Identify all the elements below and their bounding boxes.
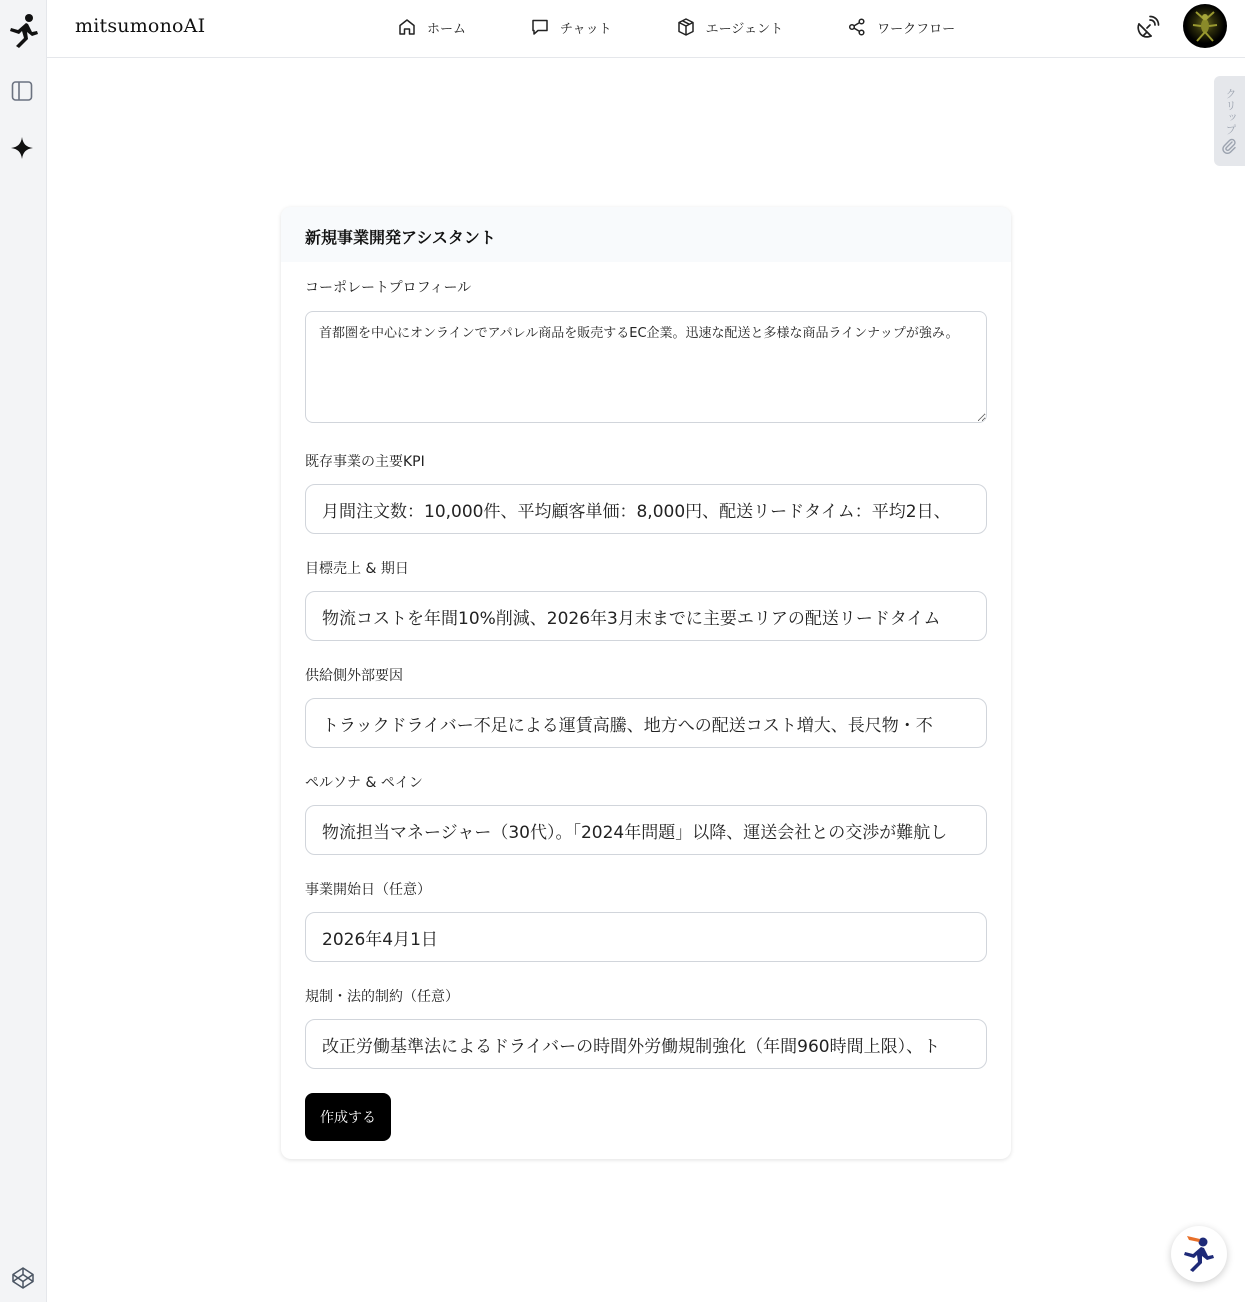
nav-label: ワークフロー xyxy=(877,21,956,37)
top-header xyxy=(47,0,1245,58)
kpi-input[interactable] xyxy=(305,484,987,534)
sidebar-toggle-icon[interactable] xyxy=(11,80,33,102)
field-label-corporate-profile: コーポレートプロフィール xyxy=(305,280,472,296)
share-nodes-icon xyxy=(847,17,867,37)
field-label-supply-factors: 供給側外部要因 xyxy=(305,668,403,684)
left-rail xyxy=(0,0,47,1302)
card-header xyxy=(281,207,1011,262)
cube-icon xyxy=(676,17,696,37)
assistant-form-card xyxy=(281,207,1011,1159)
nav-label: エージェント xyxy=(705,21,784,37)
field-label-persona-pain: ペルソナ & ペイン xyxy=(305,775,423,791)
supply-factors-input[interactable] xyxy=(305,698,987,748)
runner-logo-icon[interactable] xyxy=(6,12,40,50)
nav-item-home[interactable] xyxy=(397,14,466,40)
field-label-kpi: 既存事業の主要KPI xyxy=(305,454,425,470)
paperclip-icon xyxy=(1221,138,1237,154)
target-sales-input[interactable] xyxy=(305,591,987,641)
main-nav xyxy=(397,14,1019,40)
field-label-target-sales: 目標売上 & 期日 xyxy=(305,561,409,577)
create-button[interactable]: 作成する xyxy=(305,1093,391,1141)
form-body xyxy=(281,262,1011,1141)
chat-icon xyxy=(530,17,550,37)
regulations-input[interactable] xyxy=(305,1019,987,1069)
nav-item-agent[interactable] xyxy=(676,14,783,40)
assistant-fab[interactable] xyxy=(1171,1226,1227,1282)
codepen-icon[interactable] xyxy=(11,1266,35,1290)
sparkle-icon[interactable] xyxy=(10,136,34,160)
nav-item-workflow[interactable] xyxy=(847,14,955,40)
field-label-start-date: 事業開始日（任意） xyxy=(305,882,431,898)
clip-tab-label: クリップ xyxy=(1224,88,1237,136)
brand-name[interactable]: mitsumonoAI xyxy=(75,15,206,37)
avatar-image xyxy=(1183,4,1227,48)
home-icon xyxy=(397,17,417,37)
persona-pain-input[interactable] xyxy=(305,805,987,855)
corporate-profile-textarea[interactable] xyxy=(305,311,987,423)
nav-label: チャット xyxy=(560,21,612,37)
nav-item-chat[interactable] xyxy=(530,14,612,40)
page-title: 新規事業開発アシスタント xyxy=(305,228,496,247)
clip-tab[interactable] xyxy=(1214,76,1245,166)
avatar[interactable] xyxy=(1183,4,1227,48)
field-label-regulations: 規制・法的制約（任意） xyxy=(305,989,459,1005)
satellite-dish-icon[interactable] xyxy=(1134,15,1160,41)
nav-label: ホーム xyxy=(427,21,467,37)
start-date-input[interactable] xyxy=(305,912,987,962)
ninja-runner-icon xyxy=(1181,1234,1217,1274)
